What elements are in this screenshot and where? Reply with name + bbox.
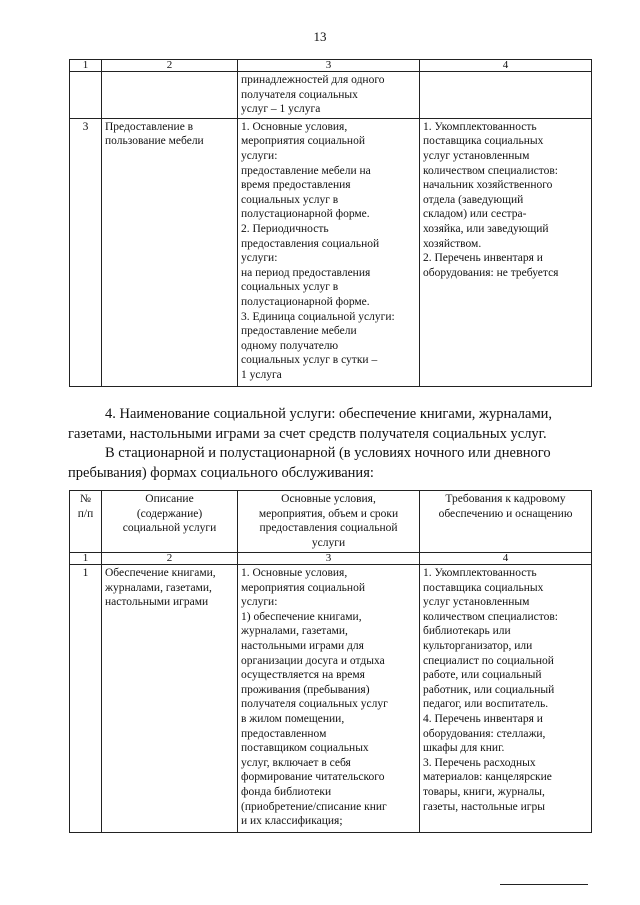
text-line: количеством специалистов: [423, 610, 558, 623]
text-line: 1. Укомплектованность [423, 120, 537, 133]
table-row-continuation [70, 72, 592, 119]
text-line: услуг установленным [423, 149, 530, 162]
text-line: специалист по социальной [423, 654, 554, 667]
col-number: 1 [70, 60, 102, 72]
text-line: В стационарной и полустационарной (в условиях ночного или дневного [105, 445, 551, 461]
continuation-conditions [238, 72, 420, 119]
text-line: на период предоставления [241, 266, 371, 279]
text-line: предоставление мебели на [241, 164, 371, 177]
text-line: Описание [145, 493, 194, 505]
text-line: шкафы для книг. [423, 742, 505, 755]
text-line: социальных услуг в сутки – [241, 354, 378, 367]
service-conditions [238, 118, 420, 386]
text-line: (содержание) [136, 507, 203, 520]
text-line: хозяйка, или заведующий [423, 222, 549, 235]
text-line: работе, или социальный [423, 669, 542, 682]
service-conditions [238, 565, 420, 833]
text-line: одному получателю [241, 339, 339, 352]
text-line: мероприятия, объем и сроки [258, 507, 399, 520]
text-line: 2. Периодичность [241, 222, 329, 235]
text-line: 1. Укомплектованность [423, 567, 537, 579]
text-line: Предоставление в [105, 120, 194, 133]
row-number: 1 [70, 565, 102, 833]
table-row [70, 118, 592, 386]
text-line: 4. Наименование социальной услуги: обеспечение книгами, журналами, [105, 406, 553, 422]
text-line: услуг, включает в себя [241, 756, 351, 769]
text-line: газеты, настольные игры [423, 800, 545, 813]
text-line: организации досуга и отдыха [241, 654, 385, 667]
col-number: 4 [420, 60, 592, 72]
header-description [102, 491, 238, 553]
services-table-2 [69, 490, 592, 833]
text-line: предоставление мебели [241, 325, 357, 338]
text-line: (приобретение/списание книг [241, 800, 387, 813]
text-line: мероприятия социальной [241, 581, 365, 594]
text-line: Требования к кадровому [445, 493, 566, 505]
text-line: обеспечению и оснащению [438, 507, 573, 520]
col-number: 4 [420, 553, 592, 565]
text-line: отдела (заведующий [423, 193, 524, 206]
text-line: № [80, 493, 91, 505]
cell-empty [420, 72, 592, 119]
text-line: 1. Основные условия, [241, 120, 348, 133]
text-line: 2. Перечень инвентаря и [423, 252, 543, 265]
text-line: начальник хозяйственного [423, 179, 553, 192]
column-number-row [70, 553, 592, 565]
cell-empty [102, 72, 238, 119]
text-line: газетами, настольными играми за счет средств получателя социальных услуг. [68, 426, 547, 442]
text-line: предоставленном [241, 727, 327, 740]
col-number: 3 [238, 553, 420, 565]
column-number-row [70, 60, 592, 72]
text-line: проживания (пребывания) [241, 683, 370, 696]
col-number: 3 [238, 60, 420, 72]
text-line: Основные условия, [281, 493, 376, 505]
text-line: пользование мебели [105, 135, 204, 148]
text-line: оборудования: стеллажи, [423, 727, 546, 740]
service-description [102, 118, 238, 386]
service-description [102, 565, 238, 833]
text-line: услуг установленным [423, 596, 530, 609]
service-requirements [420, 565, 592, 833]
text-line: получателя социальных [241, 88, 358, 101]
text-line: время предоставления [241, 179, 351, 192]
text-line: формирование читательского [241, 771, 385, 784]
text-line: пребывания) формах социального обслуживания: [68, 465, 374, 481]
text-line: и их классификация; [241, 815, 343, 828]
text-line: культорганизатор, или [423, 639, 533, 652]
text-line: 3. Единица социальной услуги: [241, 310, 395, 323]
text-line: социальной услуги [122, 522, 217, 535]
text-line: услуги: [241, 149, 278, 162]
col-number: 2 [102, 553, 238, 565]
table-header-row [70, 491, 592, 553]
services-table-1 [69, 59, 592, 387]
service-requirements [420, 118, 592, 386]
text-line: 1. Основные условия, [241, 567, 348, 579]
text-line: мероприятия социальной [241, 135, 365, 148]
text-line: социальных услуг в [241, 281, 339, 294]
text-line: работник, или социальный [423, 683, 555, 696]
text-line: предоставления социальной [241, 237, 380, 250]
header-conditions [238, 491, 420, 553]
footer-divider [500, 884, 588, 885]
text-line: оборудования: не требуется [423, 266, 559, 279]
text-line: получателя социальных услуг [241, 698, 388, 711]
text-line: товары, книги, журналы, [423, 785, 545, 798]
text-line: педагог, или воспитатель. [423, 698, 549, 711]
text-line: услуги: [241, 252, 278, 265]
table-row [70, 565, 592, 833]
text-line: журналами, газетами, [241, 625, 348, 638]
text-line: полустационарной форме. [241, 295, 370, 308]
text-line: в жилом помещении, [241, 712, 345, 725]
col-number: 2 [102, 60, 238, 72]
text-line: библиотекарь или [423, 625, 511, 638]
page-number: 13 [313, 29, 327, 44]
text-line: п/п [77, 507, 94, 520]
text-line: складом) или сестра- [423, 208, 527, 221]
text-line: 3. Перечень расходных [423, 756, 536, 769]
text-line: Обеспечение книгами, [105, 567, 216, 579]
cell-empty [70, 72, 102, 119]
text-line: поставщиком социальных [241, 742, 369, 755]
text-line: 1 услуга [241, 368, 282, 381]
text-line: материалов: канцелярские [423, 771, 552, 784]
text-line: осуществляется на время [241, 669, 365, 682]
text-line: принадлежностей для одного [241, 74, 385, 86]
section-4-title [68, 404, 585, 444]
text-line: услуг – 1 услуга [241, 103, 321, 116]
text-line: предоставления социальной [259, 522, 398, 535]
header-requirements [420, 491, 592, 553]
text-line: настольными играми [105, 596, 209, 609]
section-4-form [68, 443, 585, 483]
text-line: поставщика социальных [423, 581, 544, 594]
row-number: 3 [70, 118, 102, 386]
text-line: услуги: [241, 596, 278, 609]
text-line: настольными играми для [241, 639, 364, 652]
text-line: журналами, газетами, [105, 581, 212, 594]
text-line: полустационарной форме. [241, 208, 370, 221]
text-line: 1) обеспечение книгами, [241, 610, 362, 623]
text-line: поставщика социальных [423, 135, 544, 148]
text-line: 4. Перечень инвентаря и [423, 712, 543, 725]
text-line: фонда библиотеки [241, 785, 332, 798]
col-number: 1 [70, 553, 102, 565]
header-number [70, 491, 102, 553]
text-line: количеством специалистов: [423, 164, 558, 177]
text-line: услуги [311, 536, 346, 549]
text-line: хозяйством. [423, 237, 482, 250]
text-line: социальных услуг в [241, 193, 339, 206]
